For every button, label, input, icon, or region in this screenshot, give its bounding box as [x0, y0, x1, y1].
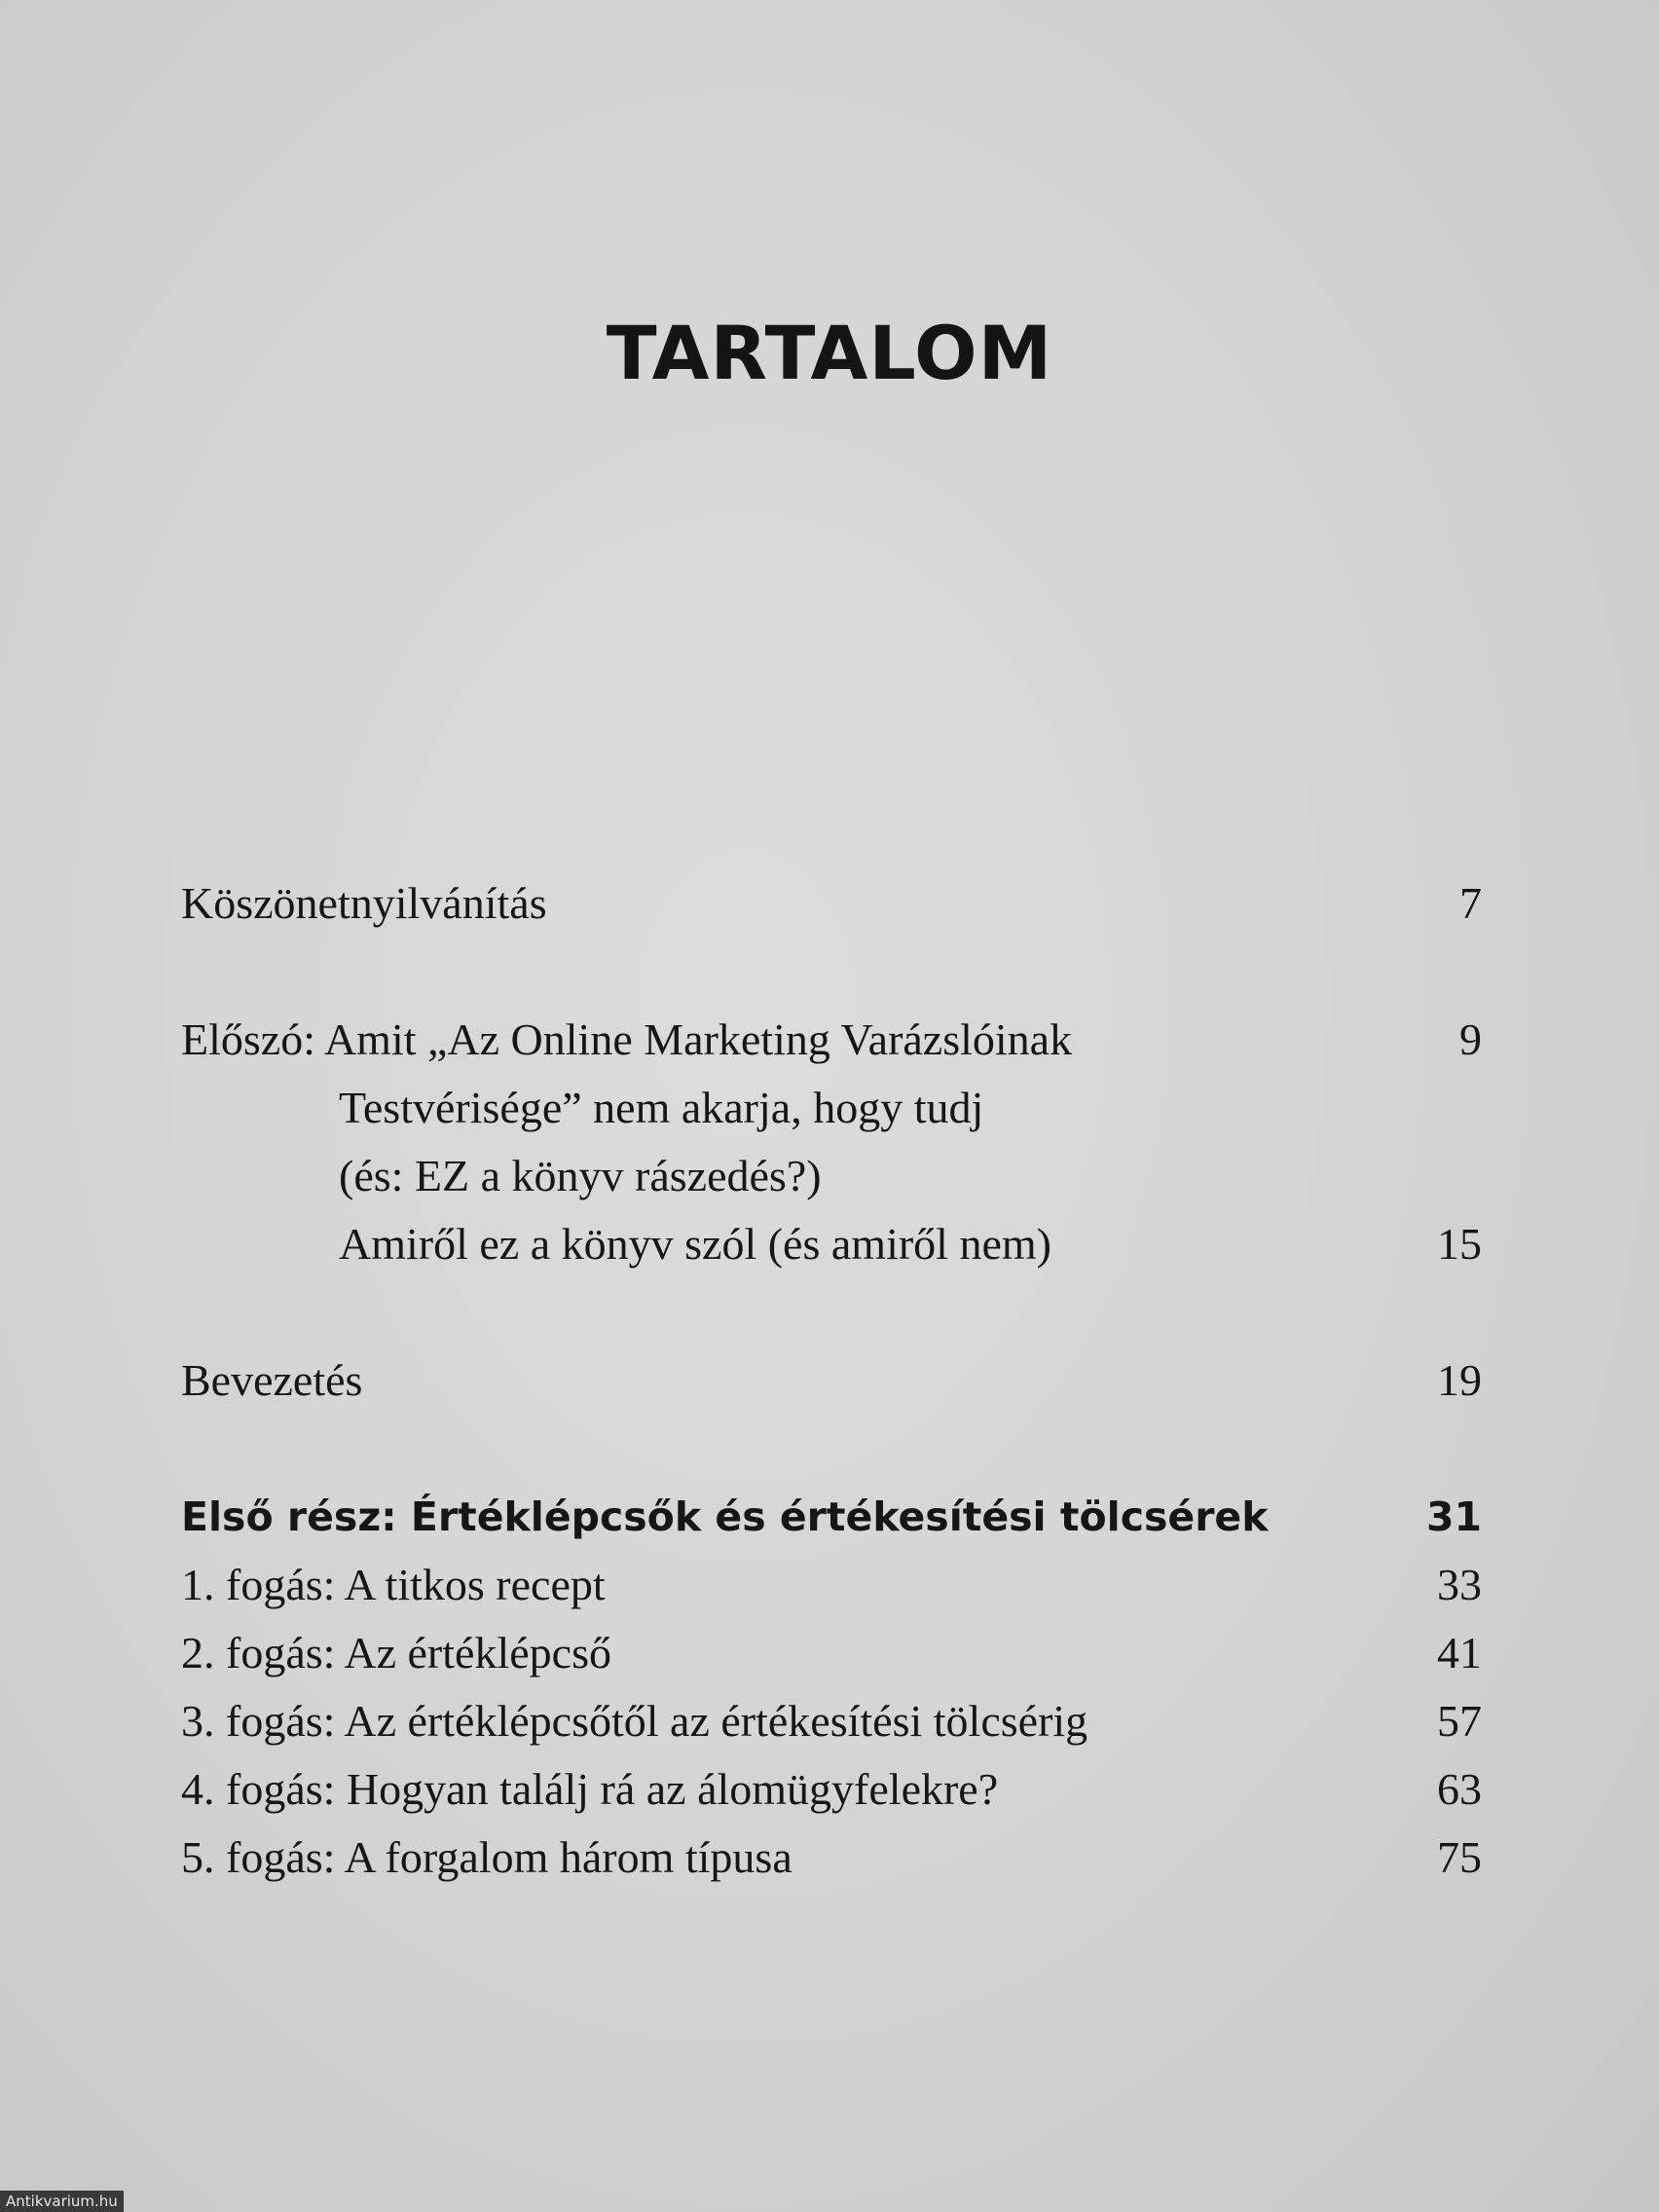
toc-entry-page: 15	[1437, 1219, 1482, 1269]
toc-entry-fogas-3	[181, 1692, 1482, 1751]
toc-entry-fogas-4	[181, 1760, 1482, 1819]
toc-entry-page: 75	[1437, 1832, 1482, 1882]
toc-entry-page: 9	[1459, 1014, 1482, 1064]
toc-entry-fogas-5	[181, 1828, 1482, 1887]
toc-entry-label: Köszönetnyilvánítás	[181, 878, 547, 928]
toc-entry-eloszo	[181, 1011, 1482, 1069]
toc-entry-page: 41	[1437, 1628, 1482, 1677]
toc-entry-label: 1. fogás: A titkos recept	[181, 1560, 606, 1609]
toc-section-label: Első rész: Értéklépcsők és értékesítési tölcsérek	[181, 1493, 1269, 1540]
toc-entry-fogas-2	[181, 1624, 1482, 1682]
toc-entry-label: Előszó: Amit „Az Online Marketing Varázslóinak	[181, 1014, 1073, 1064]
toc-entry-koszonetnyilvanitas	[181, 874, 1482, 933]
toc-entry-eloszo-line-3	[181, 1147, 1482, 1205]
watermark: Antikvarium.hu	[0, 2191, 124, 2212]
toc-entry-bevezetes	[181, 1351, 1482, 1410]
toc-entry-label: Testvérisége” nem akarja, hogy tudj	[339, 1083, 984, 1132]
page-title: TARTALOM	[606, 310, 1053, 396]
toc-entry-page: 7	[1459, 878, 1482, 928]
table-of-contents	[181, 0, 1482, 2212]
toc-entry-label: 5. fogás: A forgalom három típusa	[181, 1832, 793, 1882]
toc-entry-page: 19	[1437, 1355, 1482, 1405]
toc-entry-eloszo-line-2	[181, 1079, 1482, 1137]
toc-entry-label: 2. fogás: Az értéklépcső	[181, 1628, 611, 1677]
toc-entry-label: Amiről ez a könyv szól (és amiről nem)	[339, 1219, 1051, 1269]
toc-entry-page: 33	[1437, 1560, 1482, 1609]
toc-section-elso-resz	[181, 1488, 1482, 1546]
toc-entry-page: 63	[1437, 1764, 1482, 1814]
toc-entry-label: Bevezetés	[181, 1355, 363, 1405]
toc-entry-label: (és: EZ a könyv rászedés?)	[339, 1151, 822, 1200]
toc-section-page: 31	[1425, 1493, 1482, 1540]
toc-entry-label: 3. fogás: Az értéklépcsőtől az értékesítési tölcsérig	[181, 1696, 1088, 1746]
toc-entry-page: 57	[1437, 1696, 1482, 1746]
toc-entry-fogas-1	[181, 1556, 1482, 1614]
toc-entry-amirol	[181, 1215, 1482, 1273]
toc-entry-label: 4. fogás: Hogyan találj rá az álomügyfelekre?	[181, 1764, 999, 1814]
